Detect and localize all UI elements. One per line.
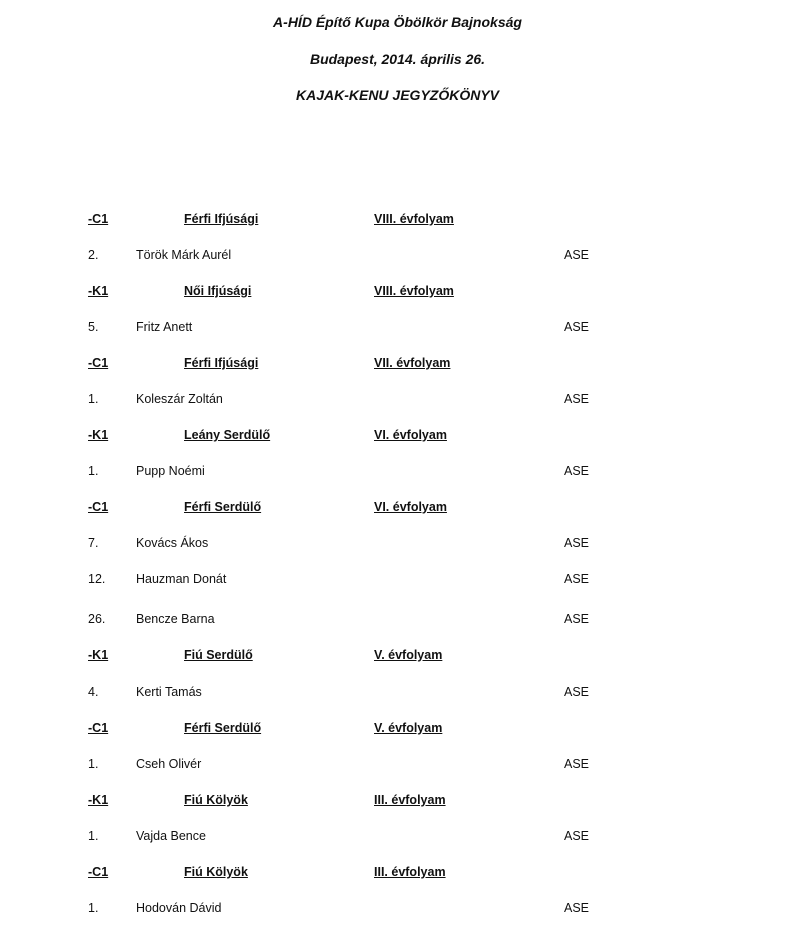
boat-class: -K1 <box>88 284 109 298</box>
boat-class: -K1 <box>88 648 109 662</box>
grade-label: III. évfolyam <box>374 865 446 879</box>
place-number: 1. <box>88 464 99 478</box>
competitor-name: Török Márk Aurél <box>136 248 232 262</box>
boat-class: -C1 <box>88 865 109 879</box>
result-row <box>0 829 795 849</box>
event-title: A-HÍD Építő Kupa Öbölkör Bajnokság <box>273 14 522 30</box>
competitor-name: Bencze Barna <box>136 612 215 626</box>
result-row <box>0 320 795 340</box>
section-header <box>0 648 795 668</box>
club-name: ASE <box>564 464 590 478</box>
competitor-name: Kovács Ákos <box>136 536 209 550</box>
category-label: Férfi Serdülő <box>184 500 262 514</box>
grade-label: VI. évfolyam <box>374 428 447 442</box>
boat-class: -C1 <box>88 356 109 370</box>
boat-class: -K1 <box>88 793 109 807</box>
competitor-name: Vajda Bence <box>136 829 206 843</box>
place-number: 12. <box>88 572 106 586</box>
place-number: 5. <box>88 320 99 334</box>
boat-class: -C1 <box>88 721 109 735</box>
club-name: ASE <box>564 572 590 586</box>
result-row <box>0 685 795 705</box>
place-number: 1. <box>88 829 99 843</box>
result-row <box>0 901 795 921</box>
boat-class: -C1 <box>88 212 109 226</box>
category-label: Fiú Kölyök <box>184 865 248 879</box>
club-name: ASE <box>564 536 590 550</box>
section-header <box>0 284 795 304</box>
section-header <box>0 721 795 741</box>
grade-label: VI. évfolyam <box>374 500 447 514</box>
boat-class: -K1 <box>88 428 109 442</box>
category-label: Leány Serdülő <box>184 428 271 442</box>
result-row <box>0 392 795 412</box>
category-label: Férfi Serdülő <box>184 721 262 735</box>
place-number: 1. <box>88 901 99 915</box>
place-date: Budapest, 2014. április 26. <box>309 51 486 67</box>
place-number: 2. <box>88 248 99 262</box>
competitor-name: Cseh Olivér <box>136 757 202 771</box>
place-number: 1. <box>88 757 99 771</box>
section-header <box>0 865 795 885</box>
competitor-name: Kerti Tamás <box>136 685 202 699</box>
club-name: ASE <box>564 320 590 334</box>
club-name: ASE <box>564 685 590 699</box>
competitor-name: Hauzman Donát <box>136 572 227 586</box>
section-header <box>0 793 795 813</box>
section-header <box>0 428 795 448</box>
category-label: Fiú Serdülő <box>184 648 253 662</box>
club-name: ASE <box>564 612 590 626</box>
competitor-name: Koleszár Zoltán <box>136 392 223 406</box>
result-row <box>0 536 795 556</box>
category-label: Fiú Kölyök <box>184 793 248 807</box>
club-name: ASE <box>564 901 590 915</box>
place-number: 1. <box>88 392 99 406</box>
competitor-name: Pupp Noémi <box>136 464 205 478</box>
category-label: Férfi Ifjúsági <box>184 212 259 226</box>
section-header <box>0 500 795 520</box>
grade-label: III. évfolyam <box>374 793 446 807</box>
place-number: 4. <box>88 685 99 699</box>
result-row <box>0 248 795 268</box>
result-row <box>0 612 795 632</box>
result-row <box>0 464 795 484</box>
category-label: Férfi Ifjúsági <box>184 356 259 370</box>
place-number: 7. <box>88 536 99 550</box>
result-row <box>0 572 795 592</box>
club-name: ASE <box>564 392 590 406</box>
category-label: Női Ifjúsági <box>184 284 252 298</box>
competitor-name: Fritz Anett <box>136 320 193 334</box>
section-header <box>0 212 795 232</box>
section-header <box>0 356 795 376</box>
grade-label: VIII. évfolyam <box>374 212 454 226</box>
club-name: ASE <box>564 829 590 843</box>
grade-label: VII. évfolyam <box>374 356 451 370</box>
grade-label: VIII. évfolyam <box>374 284 454 298</box>
grade-label: V. évfolyam <box>374 648 443 662</box>
club-name: ASE <box>564 248 590 262</box>
club-name: ASE <box>564 757 590 771</box>
document-title: KAJAK-KENU JEGYZŐKÖNYV <box>295 87 500 103</box>
boat-class: -C1 <box>88 500 109 514</box>
competitor-name: Hodován Dávid <box>136 901 222 915</box>
grade-label: V. évfolyam <box>374 721 443 735</box>
result-row <box>0 757 795 777</box>
place-number: 26. <box>88 612 106 626</box>
